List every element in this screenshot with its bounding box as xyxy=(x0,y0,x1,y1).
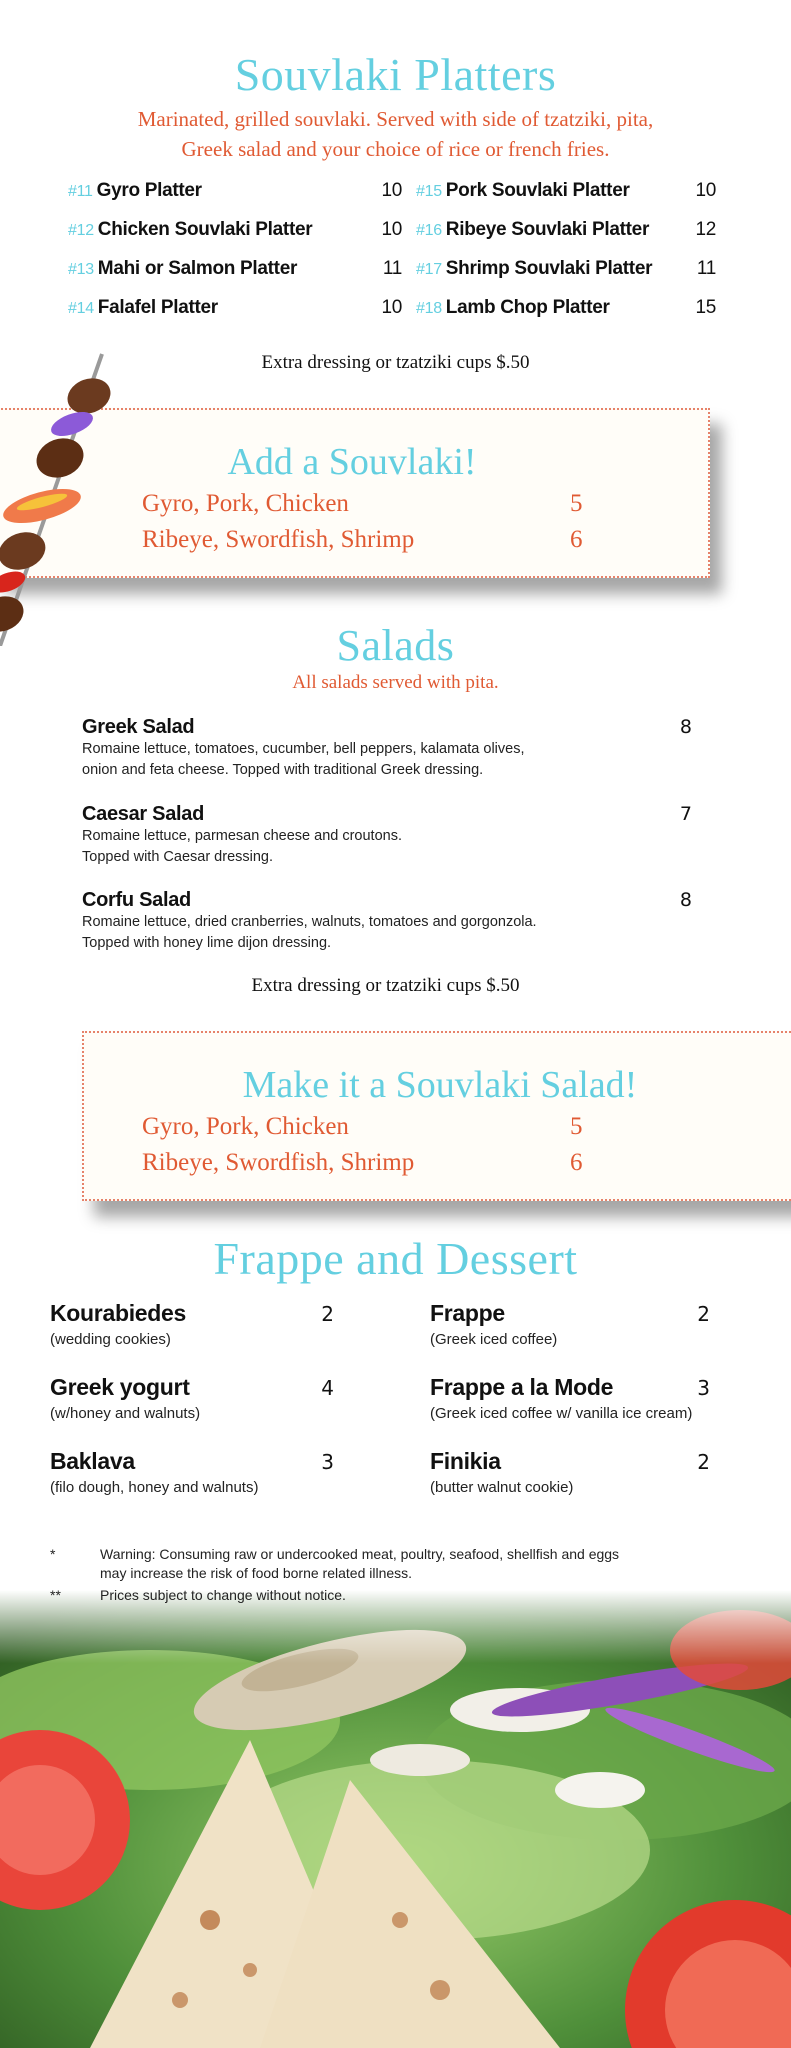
dessert-item xyxy=(430,1374,710,1422)
salad-price: 8 xyxy=(679,716,692,738)
salad-item xyxy=(82,803,692,868)
dessert-price: 4 xyxy=(321,1376,334,1400)
frappe-dessert-heading: Frappe and Dessert xyxy=(213,1233,578,1284)
souvlaki-salad-price: 5 xyxy=(570,1113,583,1140)
dessert-item xyxy=(430,1448,710,1496)
platter-list-right xyxy=(416,180,716,336)
platter-item xyxy=(68,258,402,297)
dessert-item xyxy=(50,1374,334,1422)
platter-price: 10 xyxy=(381,180,402,201)
platter-price: 11 xyxy=(382,258,402,279)
salad-photo xyxy=(0,1590,791,2048)
consumer-warning-note xyxy=(50,1545,750,1583)
platter-number: #17 xyxy=(416,261,442,278)
dessert-description: (butter walnut cookie) xyxy=(430,1479,574,1496)
souvlaki-skewer-illustration xyxy=(0,346,124,646)
dessert-price: 3 xyxy=(321,1450,334,1474)
dessert-name: Frappe xyxy=(430,1300,505,1326)
salad-description-line-2: Topped with Caesar dressing. xyxy=(82,849,274,865)
souvlaki-salad-price: 6 xyxy=(570,1149,583,1176)
platter-item xyxy=(416,219,716,258)
platter-number: #11 xyxy=(68,183,93,200)
platter-item xyxy=(416,258,716,297)
platter-price: 10 xyxy=(381,219,402,240)
add-souvlaki-label: Ribeye, Swordfish, Shrimp xyxy=(142,526,415,553)
dessert-price: 2 xyxy=(697,1450,710,1474)
platter-number: #14 xyxy=(68,300,94,317)
platter-item xyxy=(416,180,716,219)
dessert-name: Greek yogurt xyxy=(50,1374,190,1400)
platter-name: Pork Souvlaki Platter xyxy=(445,180,630,201)
dessert-name: Kourabiedes xyxy=(50,1300,187,1326)
platter-number: #13 xyxy=(68,261,94,278)
platter-item xyxy=(68,219,402,258)
salad-name: Corfu Salad xyxy=(82,889,191,911)
souvlaki-platters-heading: Souvlaki Platters xyxy=(234,49,557,100)
add-souvlaki-price: 5 xyxy=(570,490,583,517)
platter-list-left xyxy=(68,180,402,336)
add-souvlaki-title: Add a Souvlaki! xyxy=(227,441,477,483)
platter-price: 10 xyxy=(695,180,716,201)
platter-number: #16 xyxy=(416,222,442,239)
price-change-note xyxy=(50,1586,750,1605)
salad-description-line-1: Romaine lettuce, parmesan cheese and croutons. xyxy=(82,828,402,844)
platter-number: #12 xyxy=(68,222,94,239)
salad-price: 7 xyxy=(679,803,692,825)
souvlaki-salad-box xyxy=(82,1031,791,1201)
platter-subtitle-line-2: Greek salad and your choice of rice or french fries. xyxy=(181,137,610,161)
salad-name: Greek Salad xyxy=(82,716,195,738)
salads-subtitle: All salads served with pita. xyxy=(292,672,499,693)
dessert-description: (Greek iced coffee) xyxy=(430,1331,558,1348)
dessert-description: (Greek iced coffee w/ vanilla ice cream) xyxy=(430,1405,693,1422)
dessert-item xyxy=(50,1448,334,1496)
platter-name: Shrimp Souvlaki Platter xyxy=(445,258,653,279)
souvlaki-salad-label: Gyro, Pork, Chicken xyxy=(142,1113,349,1140)
salad-item xyxy=(82,889,692,954)
platter-price: 11 xyxy=(696,258,716,279)
salad-item xyxy=(82,716,692,781)
dessert-item xyxy=(50,1300,334,1348)
add-souvlaki-price: 6 xyxy=(570,526,583,553)
platter-item xyxy=(416,297,716,336)
souvlaki-salad-title: Make it a Souvlaki Salad! xyxy=(242,1064,638,1106)
note-text-line-1: Warning: Consuming raw or undercooked meat, poultry, seafood, shellfish and eggs xyxy=(100,1546,620,1562)
dessert-price: 2 xyxy=(697,1302,710,1326)
note-text-line-2: may increase the risk of food borne related illness. xyxy=(100,1565,413,1581)
platter-name: Falafel Platter xyxy=(97,297,218,318)
salad-extra-dressing-note: Extra dressing or tzatziki cups $.50 xyxy=(251,975,520,996)
platter-extra-dressing-note: Extra dressing or tzatziki cups $.50 xyxy=(261,352,530,373)
salad-name: Caesar Salad xyxy=(82,803,205,825)
platter-name: Chicken Souvlaki Platter xyxy=(97,219,313,240)
platter-price: 12 xyxy=(695,219,716,240)
platter-name: Ribeye Souvlaki Platter xyxy=(445,219,650,240)
dessert-price: 2 xyxy=(321,1302,334,1326)
salads-heading: Salads xyxy=(336,621,455,670)
platter-number: #15 xyxy=(416,183,442,200)
platter-name: Lamb Chop Platter xyxy=(445,297,610,318)
add-souvlaki-label: Gyro, Pork, Chicken xyxy=(142,490,349,517)
dessert-description: (w/honey and walnuts) xyxy=(50,1405,201,1422)
platter-subtitle-line-1: Marinated, grilled souvlaki. Served with side of tzatziki, pita, xyxy=(137,107,654,131)
dessert-name: Finikia xyxy=(430,1448,501,1474)
salad-description-line-1: Romaine lettuce, dried cranberries, walnuts, tomatoes and gorgonzola. xyxy=(82,914,537,930)
platter-name: Mahi or Salmon Platter xyxy=(97,258,298,279)
dessert-name: Baklava xyxy=(50,1448,135,1474)
dessert-name: Frappe a la Mode xyxy=(430,1374,614,1400)
platter-price: 10 xyxy=(381,297,402,318)
salad-description-line-1: Romaine lettuce, tomatoes, cucumber, bell peppers, kalamata olives, xyxy=(82,741,525,757)
platter-subtitle xyxy=(40,104,751,164)
dessert-item xyxy=(430,1300,710,1348)
platter-item xyxy=(68,297,402,336)
note-marker: * xyxy=(50,1546,56,1562)
salad-description-line-2: onion and feta cheese. Topped with traditional Greek dressing. xyxy=(82,762,484,778)
salad-description-line-2: Topped with honey lime dijon dressing. xyxy=(82,935,332,951)
platter-name: Gyro Platter xyxy=(96,180,202,201)
dessert-description: (wedding cookies) xyxy=(50,1331,171,1348)
dessert-price: 3 xyxy=(697,1376,710,1400)
salad-price: 8 xyxy=(679,889,692,911)
platter-item xyxy=(68,180,402,219)
note-marker: ** xyxy=(50,1587,61,1603)
platter-price: 15 xyxy=(695,297,716,318)
souvlaki-salad-label: Ribeye, Swordfish, Shrimp xyxy=(142,1149,415,1176)
note-text-line-1: Prices subject to change without notice. xyxy=(100,1587,346,1603)
platter-number: #18 xyxy=(416,300,442,317)
dessert-description: (filo dough, honey and walnuts) xyxy=(50,1479,259,1496)
